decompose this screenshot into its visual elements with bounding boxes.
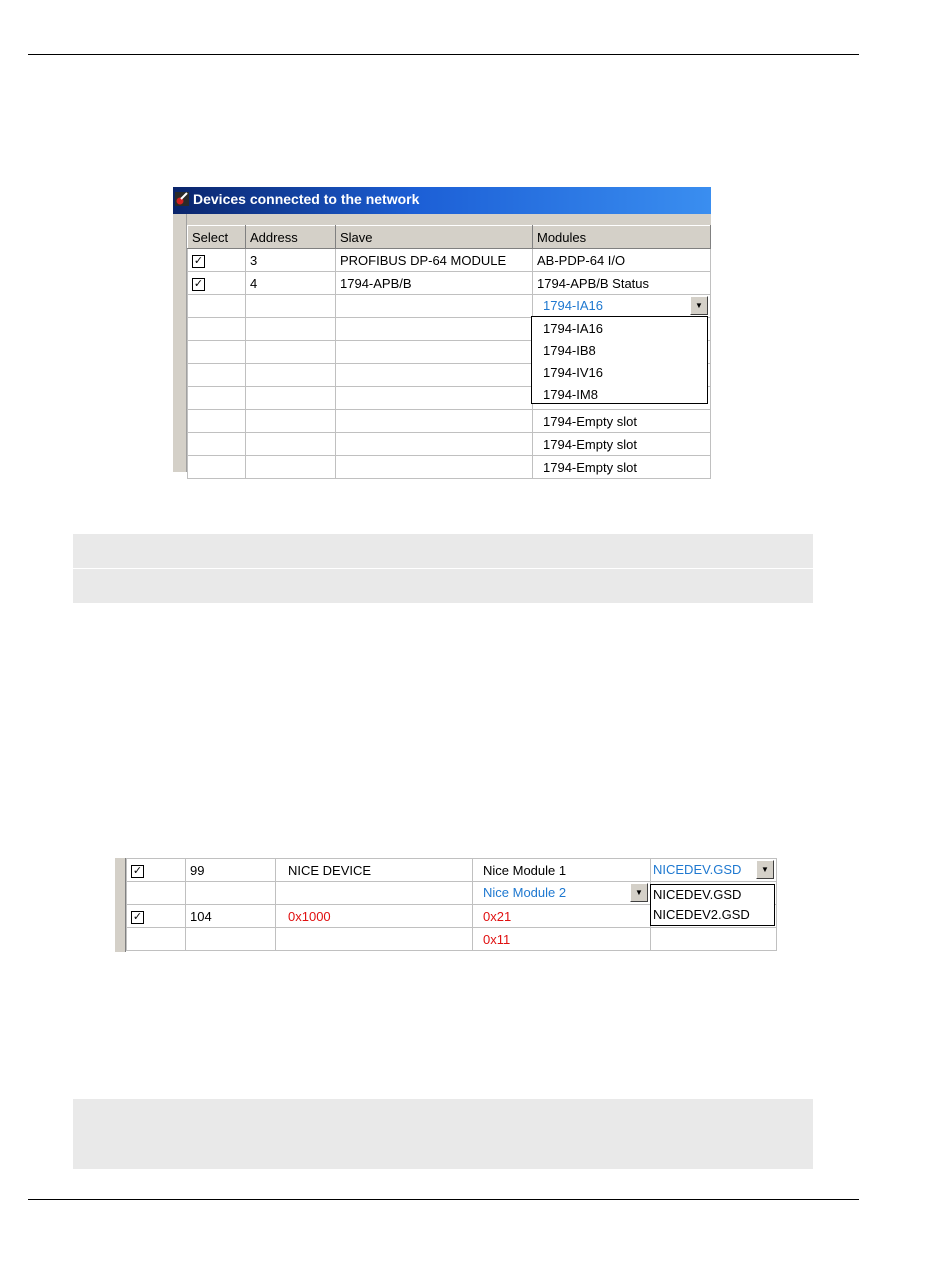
empty-cell (336, 433, 533, 456)
select-cell (127, 905, 186, 928)
dropdown-option[interactable]: 1794-IB8 (543, 343, 596, 358)
empty-cell (276, 928, 473, 951)
window-edge (115, 858, 126, 952)
footer-rule (28, 1199, 859, 1200)
empty-cell (127, 928, 186, 951)
address-cell[interactable]: 4 (246, 272, 336, 295)
dropdown-option[interactable]: NICEDEV2.GSD (653, 907, 750, 922)
select-checkbox[interactable]: ✓ (193, 277, 204, 290)
col-select[interactable]: Select (188, 226, 246, 249)
empty-cell (336, 318, 533, 341)
app-icon (175, 192, 189, 206)
empty-cell (188, 364, 246, 387)
dropdown-option[interactable]: 1794-IM8 (543, 387, 598, 402)
slave-cell[interactable]: 0x1000 (276, 905, 473, 928)
gsd-dropdown-list (650, 884, 775, 926)
note-box (73, 534, 813, 603)
empty-cell (188, 456, 246, 479)
module-combo-value: 1794-IA16 (543, 298, 603, 313)
empty-cell (336, 295, 533, 318)
module-cell[interactable]: 1794-Empty slot (533, 410, 711, 433)
header-rule (28, 54, 859, 55)
module-cell[interactable]: 1794-APB/B Status (533, 272, 711, 295)
module-combo-cell[interactable] (473, 882, 651, 905)
header-row (188, 226, 711, 249)
address-cell[interactable]: 104 (186, 905, 276, 928)
empty-cell (188, 387, 246, 410)
module-cell[interactable]: 1794-Empty slot (533, 456, 711, 479)
dropdown-arrow-icon[interactable]: ▼ (630, 883, 648, 902)
empty-cell (336, 341, 533, 364)
empty-cell (246, 295, 336, 318)
empty-cell (188, 433, 246, 456)
title-bar (173, 187, 711, 214)
module-combo-cell[interactable] (533, 295, 711, 318)
table-row (188, 272, 711, 295)
empty-cell (246, 456, 336, 479)
module-combo[interactable] (543, 295, 706, 317)
select-cell (188, 249, 246, 272)
empty-cell (246, 341, 336, 364)
module-combo-value: Nice Module 2 (483, 885, 567, 900)
col-modules[interactable]: Modules (533, 226, 711, 249)
slave-cell[interactable]: 1794-APB/B (336, 272, 533, 295)
empty-cell (336, 456, 533, 479)
dropdown-arrow-icon[interactable]: ▼ (690, 296, 708, 315)
module-cell[interactable]: 0x11 (473, 928, 651, 951)
empty-cell (186, 882, 276, 905)
table-row (188, 456, 711, 479)
note-box (73, 1099, 813, 1169)
empty-cell (246, 387, 336, 410)
col-address[interactable]: Address (246, 226, 336, 249)
table-row (127, 928, 777, 951)
table-row (127, 859, 777, 882)
dropdown-option[interactable]: 1794-IA16 (543, 321, 603, 336)
empty-cell (188, 318, 246, 341)
address-cell[interactable]: 99 (186, 859, 276, 882)
module-combo[interactable] (483, 882, 646, 904)
select-checkbox[interactable]: ✓ (132, 910, 143, 923)
empty-cell (336, 387, 533, 410)
table-row (188, 433, 711, 456)
empty-cell (188, 295, 246, 318)
empty-cell (276, 882, 473, 905)
slave-cell[interactable]: NICE DEVICE (276, 859, 473, 882)
empty-cell (186, 928, 276, 951)
gsd-combo[interactable] (653, 859, 772, 881)
window-title: Devices connected to the network (193, 191, 420, 207)
select-checkbox[interactable]: ✓ (132, 864, 143, 877)
empty-cell (246, 364, 336, 387)
table-row (188, 410, 711, 433)
table-row (188, 249, 711, 272)
empty-cell (336, 364, 533, 387)
empty-cell (246, 410, 336, 433)
note-divider (73, 568, 813, 569)
empty-cell (188, 341, 246, 364)
slave-cell[interactable]: PROFIBUS DP-64 MODULE (336, 249, 533, 272)
address-cell[interactable]: 3 (246, 249, 336, 272)
module-cell[interactable]: AB-PDP-64 I/O (533, 249, 711, 272)
empty-cell (188, 410, 246, 433)
gsd-combo-value: NICEDEV.GSD (653, 862, 742, 877)
select-cell (188, 272, 246, 295)
dropdown-arrow-icon[interactable]: ▼ (756, 860, 774, 879)
empty-cell (651, 928, 777, 951)
col-slave[interactable]: Slave (336, 226, 533, 249)
empty-cell (336, 410, 533, 433)
devices-window (173, 187, 711, 475)
dropdown-option[interactable]: 1794-IV16 (543, 365, 603, 380)
select-checkbox[interactable]: ✓ (193, 254, 204, 267)
empty-cell (246, 318, 336, 341)
select-cell (127, 859, 186, 882)
table-row (188, 295, 711, 318)
module-cell[interactable]: Nice Module 1 (473, 859, 651, 882)
module-dropdown-list (531, 316, 708, 404)
gsd-window (115, 858, 776, 952)
module-cell[interactable]: 0x21 (473, 905, 651, 928)
empty-cell (127, 882, 186, 905)
module-cell[interactable]: 1794-Empty slot (533, 433, 711, 456)
dropdown-option[interactable]: NICEDEV.GSD (653, 887, 742, 902)
window-edge (173, 214, 187, 472)
gsd-combo-cell[interactable] (651, 859, 777, 882)
empty-cell (246, 433, 336, 456)
